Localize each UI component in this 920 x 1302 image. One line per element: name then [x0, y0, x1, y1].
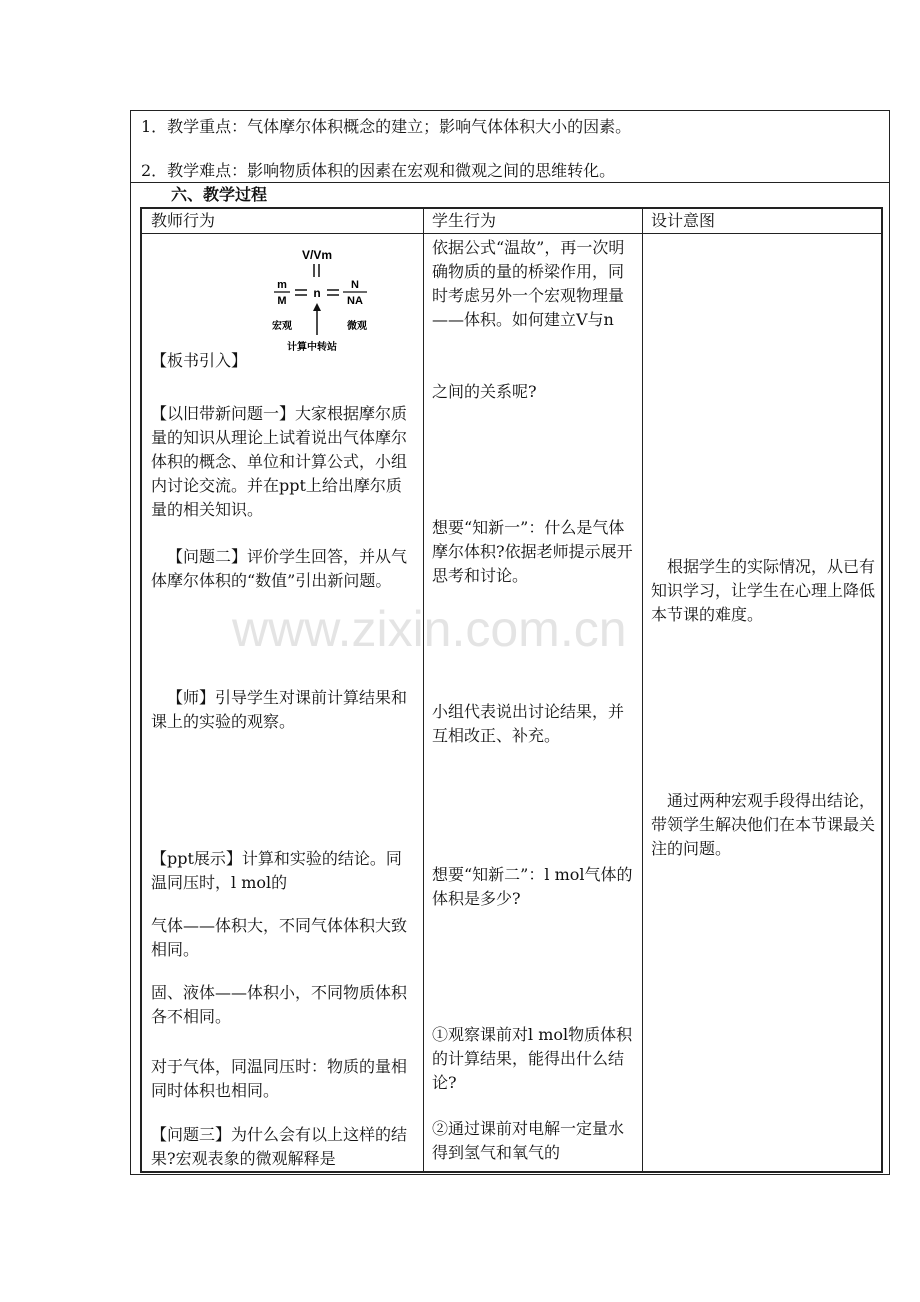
key-point-focus: 1．教学重点：气体摩尔体积概念的建立；影响气体体积大小的因素。 [141, 117, 632, 136]
section-title: 六、教学过程 [171, 185, 268, 204]
diagram-NA: NA [347, 295, 363, 307]
teacher-solid-note: 固、液体——体积小，不同物质体积各不相同。 [151, 983, 408, 1026]
diagram-m: m [277, 279, 287, 291]
teacher-question-3: 【问题三】为什么会有以上这样的结果?宏观表象的微观解释是 [151, 1125, 408, 1168]
student-relation-question: 之间的关系呢? [432, 382, 537, 401]
student-recall: 依据公式“温故”，再一次明确物质的量的桥梁作用，同时考虑另外一个宏观物理量——体积。如何建立V与n [432, 238, 625, 329]
teacher-gas-note: 气体——体积大，不同气体体积大致相同。 [151, 916, 408, 959]
teacher-question-2: 【问题二】评价学生回答，并从气体摩尔体积的“数值”引出新问题。 [151, 547, 408, 590]
diagram-M: M [277, 295, 287, 307]
diagram-micro: 微观 [347, 321, 367, 332]
key-points-box [131, 111, 889, 183]
key-point-difficulty: 2．教学难点：影响物质体积的因素在宏观和微观之间的思维转化。 [141, 161, 616, 180]
mole-formula-diagram [264, 239, 384, 359]
diagram-station: 计算中转站 [287, 342, 337, 353]
column-divider [423, 209, 424, 1171]
process-table [140, 207, 883, 1173]
teacher-question-1: 【以旧带新问题一】大家根据摩尔质量的知识从理论上试着说出气体摩尔体积的概念、单位和计算公式，小组内讨论交流。并在ppt上给出摩尔质量的相关知识。 [151, 404, 408, 519]
student-group-report: 小组代表说出讨论结果，并互相改正、补充。 [432, 702, 625, 745]
header-student: 学生行为 [432, 211, 497, 230]
header-teacher: 教师行为 [151, 211, 216, 230]
column-divider [642, 209, 643, 1171]
intent-1: 根据学生的实际情况，从已有知识学习，让学生在心理上降低本节课的难度。 [651, 557, 876, 624]
student-new-1: 想要“知新一”：什么是气体摩尔体积?依据老师提示展开思考和讨论。 [432, 518, 633, 585]
student-new-2: 想要“知新二”：l mol气体的体积是多少? [432, 865, 633, 908]
diagram-vvm: V/Vm [301, 248, 333, 262]
teacher-board-intro: 【板书引入】 [151, 351, 248, 370]
intent-2: 通过两种宏观手段得出结论，带领学生解决他们在本节课最关注的问题。 [651, 791, 876, 858]
teacher-ppt-conclusion: 【ppt展示】计算和实验的结论。同温同压时，l mol的 [151, 849, 402, 892]
teacher-guide: 【师】引导学生对课前计算结果和课上的实验的观察。 [151, 688, 408, 731]
student-observe-2: ②通过课前对电解一定量水得到氢气和氧气的 [432, 1119, 625, 1162]
diagram-n: n [313, 286, 321, 300]
diagram-macro: 宏观 [272, 321, 292, 332]
watermark: www.zixin.com.cn [232, 601, 627, 657]
header-intent: 设计意图 [651, 211, 716, 230]
student-observe-1: ①观察课前对l mol物质体积的计算结果，能得出什么结论? [432, 1025, 633, 1092]
diagram-N: N [351, 279, 359, 291]
header-divider [142, 233, 881, 234]
teacher-gas-conclusion: 对于气体，同温同压时：物质的量相同时体积也相同。 [151, 1057, 408, 1100]
